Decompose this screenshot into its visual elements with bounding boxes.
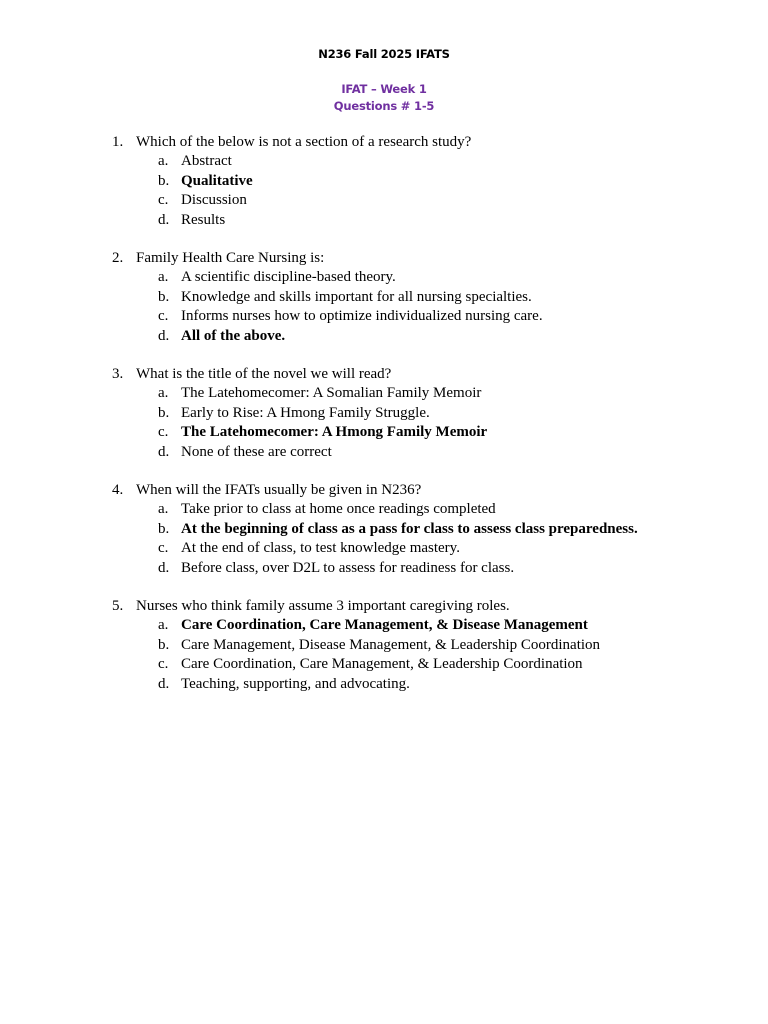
option-text: Results [181,211,226,228]
question-number: 3. [112,366,124,382]
option-text: Early to Rise: A Hmong Family Struggle. [181,404,430,421]
option-letter: a. [158,385,169,402]
option-text-correct: The Latehomecomer: A Hmong Family Memoir [181,424,488,441]
question-text: Family Health Care Nursing is: [136,250,325,266]
answer-option [0,384,768,403]
question-number: 2. [112,250,124,266]
option-letter: c. [158,656,169,673]
question-text: Which of the below is not a section of a research study? [136,134,472,150]
option-text-correct: Qualitative [181,172,253,189]
answer-option [0,268,768,287]
answer-option-correct [0,423,768,442]
question-1 [0,133,768,249]
option-letter: b. [158,172,170,189]
question-text: When will the IFATs usually be given in N236? [136,482,422,498]
question-2 [0,249,768,365]
option-letter: d. [158,443,170,460]
answer-option [0,655,768,674]
option-text: Care Management, Disease Management, & Leadership Coordination [181,636,601,653]
option-text: Informs nurses how to optimize individualized nursing care. [181,308,543,325]
option-text: The Latehomecomer: A Somalian Family Memoir [181,385,482,402]
option-text: At the end of class, to test knowledge mastery. [181,540,460,557]
document-title: N236 Fall 2025 IFATS [318,47,450,61]
answer-option [0,500,768,519]
quiz-week-heading: IFAT – Week 1 [341,82,427,96]
answer-option [0,539,768,558]
question-number: 1. [112,134,124,150]
option-text: Discussion [181,192,247,209]
answer-option [0,191,768,210]
option-letter: b. [158,520,170,537]
option-letter: b. [158,636,170,653]
answer-option [0,559,768,578]
option-text-correct: All of the above. [181,327,286,344]
option-text: A scientific discipline-based theory. [181,269,396,286]
answer-option [0,675,768,694]
option-letter: c. [158,540,169,557]
option-letter: a. [158,153,169,170]
question-4 [0,481,768,597]
question-text: What is the title of the novel we will read? [136,366,392,382]
option-letter: d. [158,559,170,576]
answer-option-correct [0,616,768,635]
option-letter: d. [158,211,170,228]
question-number: 5. [112,598,124,614]
answer-option [0,443,768,462]
answer-option-correct [0,172,768,191]
option-text: Care Coordination, Care Management, & Leadership Coordination [181,656,583,673]
answer-option-correct [0,520,768,539]
question-number: 4. [112,482,124,498]
answer-option [0,288,768,307]
option-letter: d. [158,327,170,344]
option-letter: a. [158,617,169,634]
answer-option [0,636,768,655]
option-letter: a. [158,501,169,518]
option-text: Abstract [181,153,232,170]
option-letter: b. [158,288,170,305]
option-letter: c. [158,424,169,441]
answer-option [0,211,768,230]
option-text: None of these are correct [181,443,332,460]
option-text: Knowledge and skills important for all nursing specialties. [181,288,532,305]
question-list [0,133,768,713]
answer-option-correct [0,327,768,346]
option-text: Take prior to class at home once readings completed [181,501,496,518]
quiz-range-heading: Questions # 1-5 [333,99,435,113]
option-letter: b. [158,404,170,421]
option-letter: c. [158,192,169,209]
question-text: Nurses who think family assume 3 important caregiving roles. [136,598,510,614]
option-text: Before class, over D2L to assess for readiness for class. [181,559,515,576]
answer-option [0,152,768,171]
option-text-correct: At the beginning of class as a pass for class to assess class preparedness. [181,520,638,537]
option-letter: a. [158,269,169,286]
answer-option [0,307,768,326]
option-letter: d. [158,675,170,692]
answer-option [0,404,768,423]
option-text: Teaching, supporting, and advocating. [181,675,410,692]
question-5 [0,597,768,713]
option-letter: c. [158,308,169,325]
question-3 [0,365,768,481]
option-text-correct: Care Coordination, Care Management, & Disease Management [181,617,588,634]
